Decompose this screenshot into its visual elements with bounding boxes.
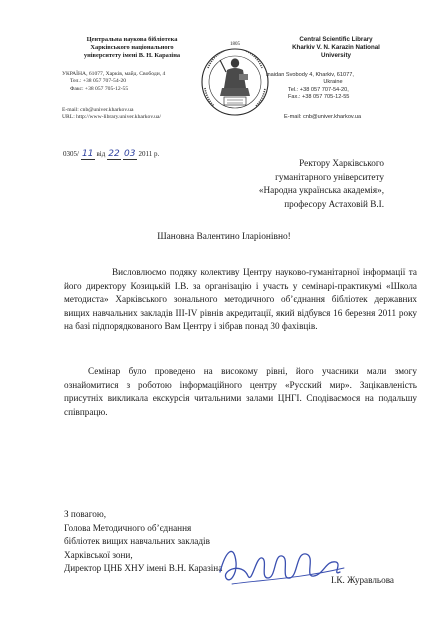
- closing-line: З повагою,: [64, 509, 106, 519]
- closing-line: Голова Методичного об’єднання: [64, 522, 192, 533]
- addressee-line: професору Астаховій В.І.: [284, 198, 384, 209]
- outgoing-number: 11: [81, 149, 94, 159]
- outgoing-year: 2011 р.: [138, 150, 160, 158]
- letterhead-ua-tel: Тел.: +38 057 707-54-20: [70, 78, 127, 85]
- handwritten-signature: [212, 532, 350, 598]
- letterhead-en-contacts: [266, 72, 416, 102]
- addressee-line: «Народна українська академія»,: [258, 185, 384, 195]
- closing-line: Директор ЦНБ ХНУ імені В.Н. Каразіна: [64, 563, 223, 573]
- closing-block: [64, 508, 222, 576]
- letterhead-ua-name: [62, 36, 202, 60]
- outgoing-month: 03: [124, 149, 136, 159]
- letterhead-ua-address: УКРАЇНА, 61077, Харків, майд. Свободи, 4: [62, 71, 166, 77]
- letterhead-en-address: maidan Svobody 4, Kharkiv, 61077,: [266, 72, 354, 78]
- letterhead-ua-name-line: університету імені В. Н. Каразіна: [83, 52, 181, 59]
- letterhead-en-name: [272, 36, 400, 60]
- letterhead-ua-fax: Факс: +38 057 705-12-55: [70, 85, 129, 92]
- salutation: Шановна Валентино Іларіонівно!: [157, 232, 291, 242]
- university-seal-logo: [200, 30, 270, 136]
- letterhead-en-email: E-mail: cnb@univer.kharkov.ua: [284, 114, 362, 120]
- letterhead-en-country: Ukraine: [323, 79, 343, 86]
- signer-name: І.К. Журавльова: [331, 575, 395, 585]
- letterhead-ua-web: [62, 107, 222, 121]
- addressee-block: [134, 157, 384, 211]
- letterhead-ua-name-line: Центральна наукова бібліотека: [86, 36, 178, 43]
- letterhead-ua-contacts: [62, 71, 210, 93]
- seal-year: 1805: [230, 42, 240, 47]
- letterhead-en-name-line: Central Scientific Library: [299, 36, 373, 43]
- outgoing-day: 22: [108, 149, 120, 159]
- letterhead-ua-url: URL: http://www-library.univer.kharkov.ua/: [62, 114, 162, 121]
- letterhead-ua-name-line: Харківського національного: [90, 44, 174, 51]
- outgoing-from-word: від: [96, 150, 106, 158]
- addressee-line: гуманітарного університету: [275, 171, 384, 182]
- closing-line: Харківської зони,: [64, 549, 133, 560]
- letterhead-en-fax: Fax.: +38 057 705-12-55: [288, 94, 350, 101]
- body-paragraph: Семінар було проведено на високому рівні, його учасники мали змогу ознайомитися з роботою інформаційного центру «Русский мир». Зацікавленість присутніх викликала екскурсія читальними залами ЦНГІ. Сподіваємося на подальшу співпрацю.: [64, 366, 417, 417]
- body-paragraph: Висловлюємо подяку колективу Центру науково-гуманітарної інформації та його директору Козицькій І.В. за організацію і участь у семінарі-практикумі «Школа методиста» Харківського зонального методичного об’єднання бібліотек державних вищих навчальних закладів ІІІ-ІV рівнів акредитації, який відбувся 16 березня 2011 року на базі підпорядкованого Вам Центру і зібрав понад 30 фахівців.: [64, 267, 417, 331]
- letterhead-en-tel: Tel.: +38 057 707-54-20,: [288, 86, 349, 93]
- outgoing-prefix: 0305/: [63, 150, 79, 158]
- letterhead-en-name-line: Kharkiv V. N. Karazin National: [292, 44, 380, 51]
- letterhead-ua-email: E-mail: cnb@univer.kharkov.ua: [62, 107, 134, 113]
- closing-line: бібліотек вищих навчальних закладів: [64, 536, 210, 546]
- addressee-line: Ректору Харківського: [299, 158, 384, 168]
- letterhead-en-name-line: University: [321, 52, 351, 59]
